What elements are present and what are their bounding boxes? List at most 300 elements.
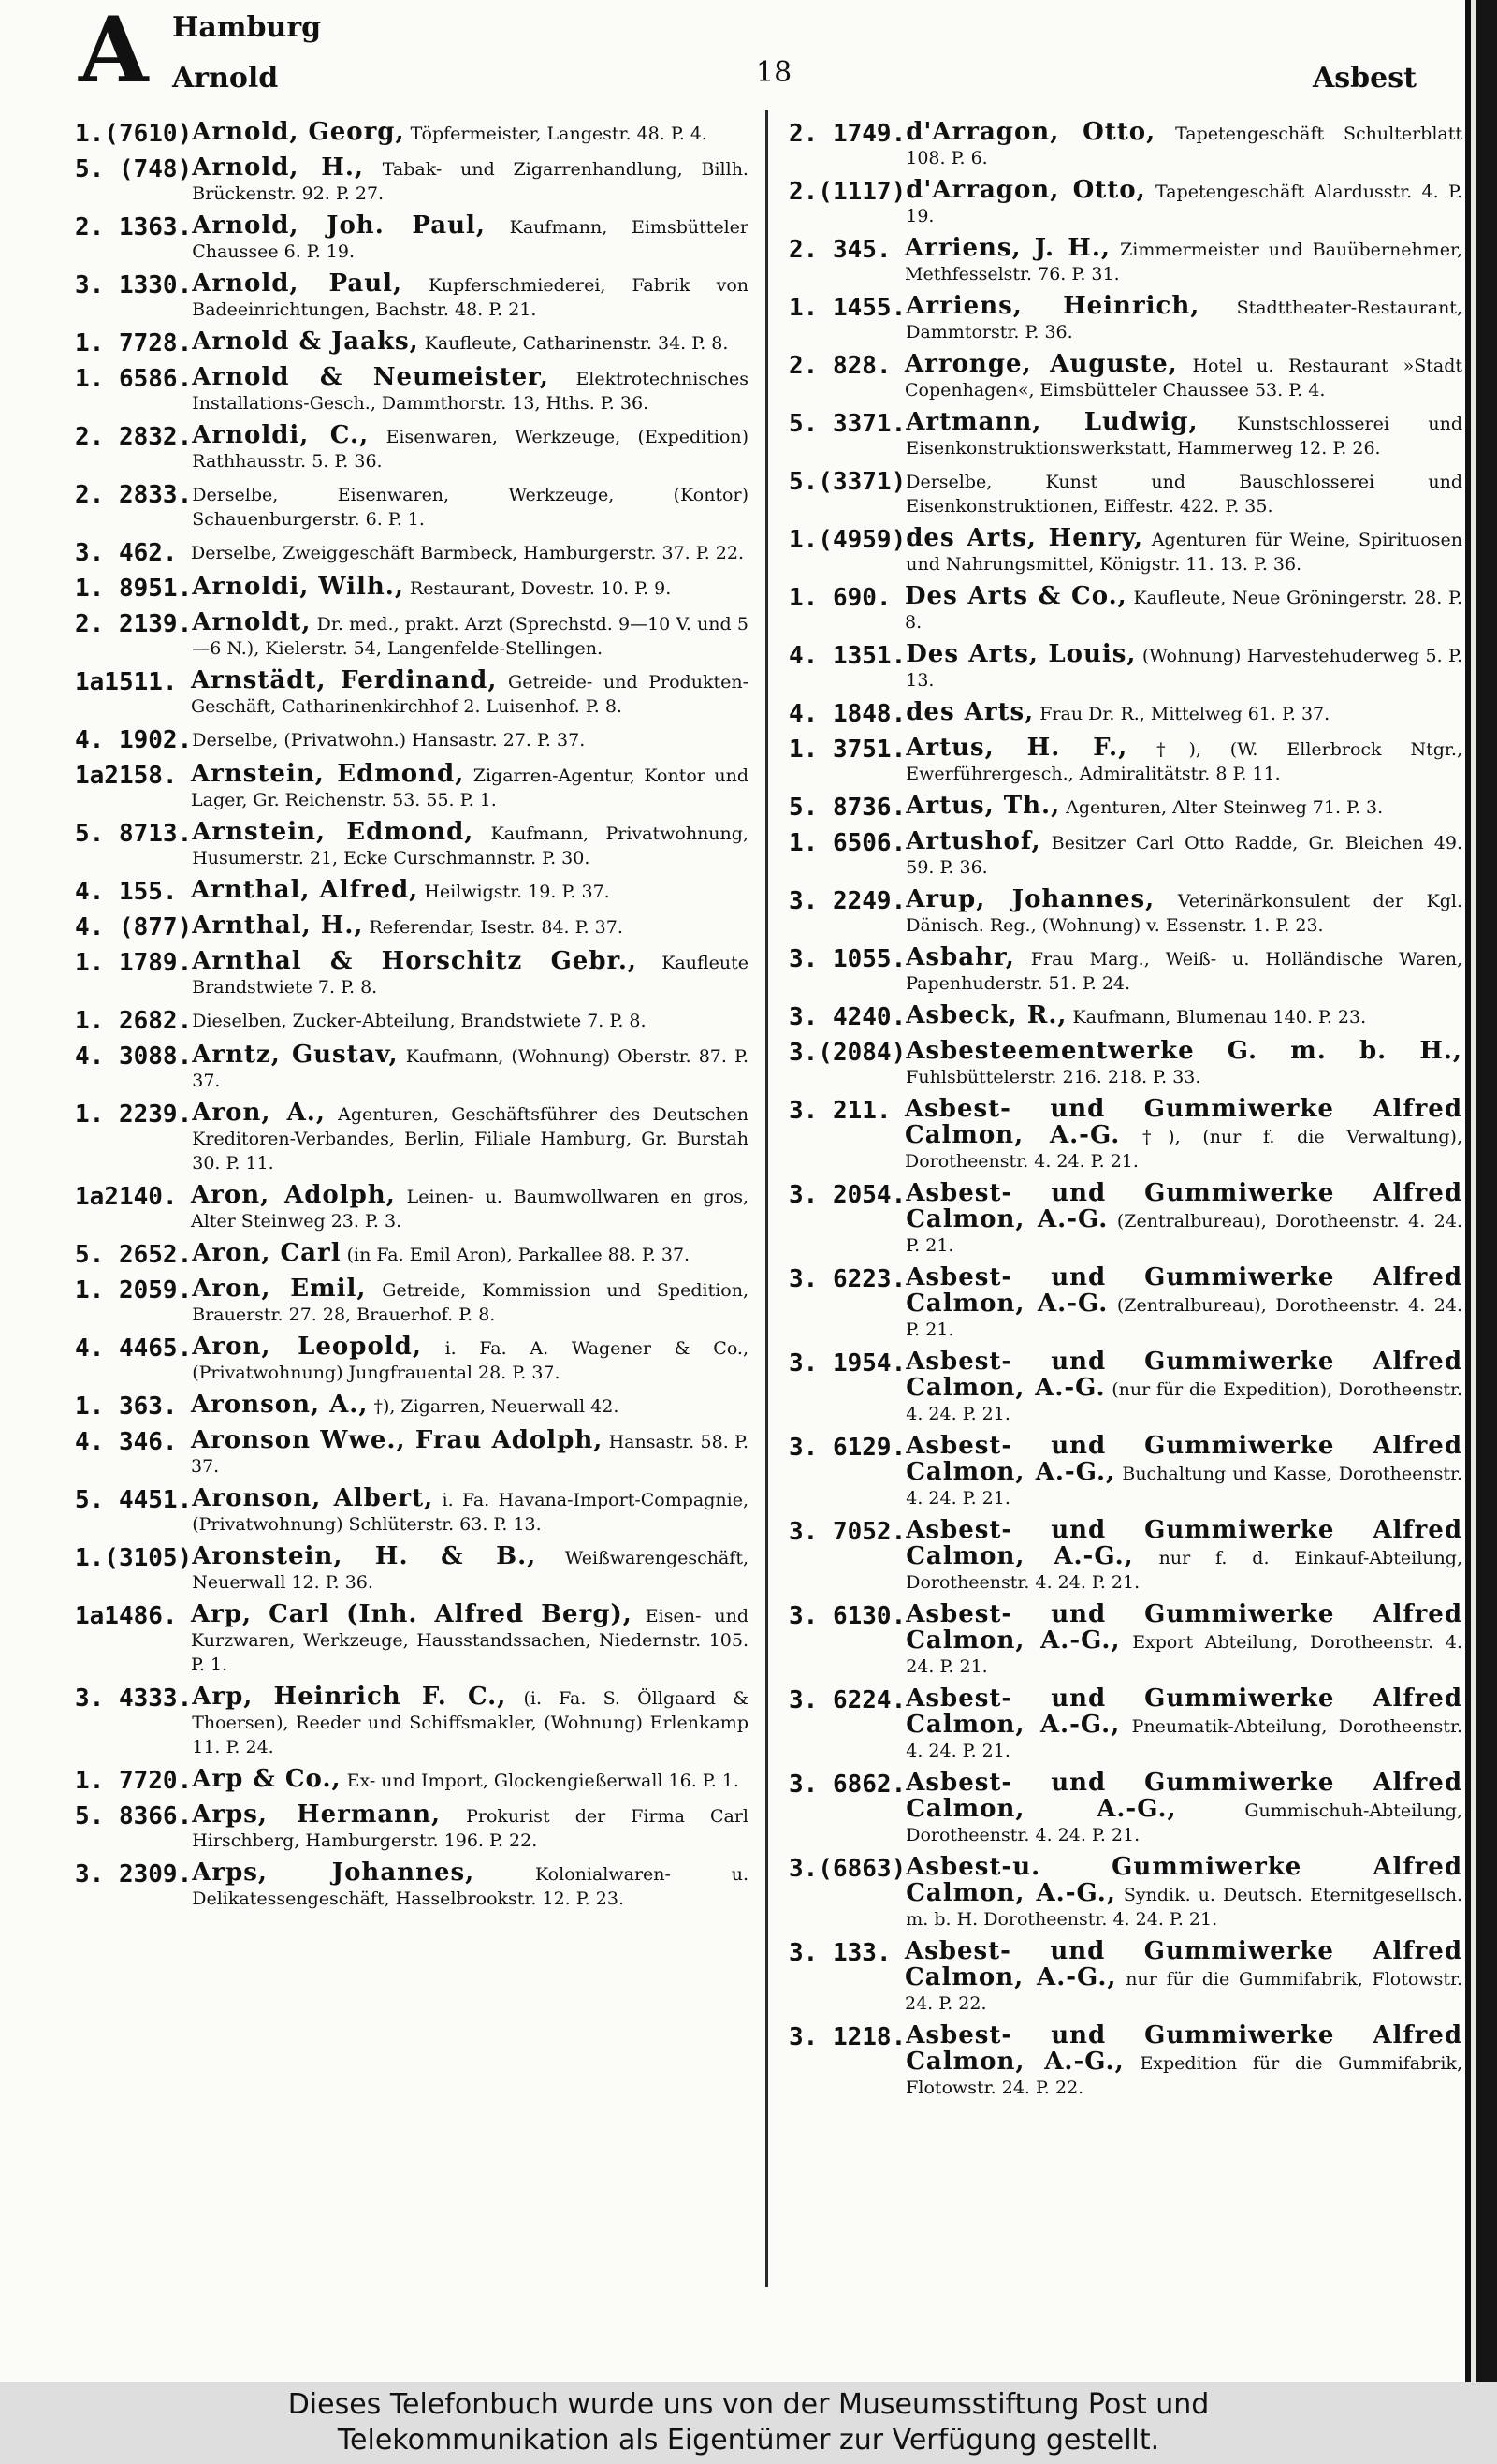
entry-name: Arp & Co., xyxy=(192,1765,342,1793)
entry-name: Artmann, Ludwig, xyxy=(906,408,1199,436)
directory-entry xyxy=(75,329,748,357)
phone-number: 5. 8366. xyxy=(75,1802,193,1830)
directory-entry xyxy=(789,178,1462,228)
entry-text xyxy=(192,1802,748,1853)
entry-text xyxy=(191,668,748,719)
directory-entry xyxy=(75,1544,748,1595)
entry-text xyxy=(906,794,1462,820)
entry-details: Eisenwaren, Werkzeuge, (Expedition) Rathhausstr. 5. P. 36. xyxy=(192,427,748,472)
directory-entry xyxy=(789,468,1462,518)
entry-name: Asbest- und Gummiwerke Alfred Calmon, A.-G. xyxy=(906,1263,1462,1318)
entry-name: Aron, A., xyxy=(192,1099,326,1127)
directory-entry xyxy=(75,1101,748,1175)
entry-details: Heilwigstr. 19. P. 37. xyxy=(424,882,610,902)
directory-entry xyxy=(789,887,1462,938)
phone-number: 3. 4333. xyxy=(75,1684,193,1713)
directory-entry xyxy=(75,913,748,941)
directory-entry xyxy=(75,1767,748,1795)
entry-name: Asbest- und Gummiwerke Alfred Calmon, A.-G., xyxy=(906,2021,1462,2076)
entry-text xyxy=(192,1276,748,1327)
phone-number: 1. 2682. xyxy=(75,1007,193,1035)
phone-number: 1. 1789. xyxy=(75,949,193,977)
entry-details: (Wohnung) Harvestehuderweg 5. P. 13. xyxy=(906,646,1462,691)
entry-name: Arnold, Paul, xyxy=(192,270,403,298)
entry-details: Tapetengeschäft Schulterblatt 108. P. 6. xyxy=(906,124,1462,168)
entry-name: Asbest- und Gummiwerke Alfred Calmon, A.-G., xyxy=(906,1432,1462,1486)
entry-name: Asbest-u. Gummiwerke Alfred Calmon, A.-G., xyxy=(906,1853,1462,1907)
entry-details: Kunstschlosserei und Eisenkonstruktionswerkstatt, Hammerweg 12. P. 26. xyxy=(906,414,1462,459)
footer-note xyxy=(0,2382,1497,2464)
entry-name: Arps, Hermann, xyxy=(192,1801,442,1829)
column-divider xyxy=(765,110,768,2287)
entry-text xyxy=(192,820,748,870)
entry-name: Arnold, H., xyxy=(192,153,364,182)
entry-text xyxy=(906,1039,1462,1089)
entry-details: Hotel u. Restaurant »Stadt Copenhagen«, Eimsbütteler Chaussee 53. P. 4. xyxy=(905,356,1462,401)
phone-number: 3. 1218. xyxy=(789,2023,907,2051)
phone-number: 5.(3371) xyxy=(789,468,907,496)
directory-entry xyxy=(789,1265,1462,1342)
entry-name: Asbest- und Gummiwerke Alfred Calmon, A.-G., xyxy=(906,1516,1462,1570)
phone-number: 2. 2139. xyxy=(75,610,193,638)
entry-details: Tapetengeschäft Alardusstr. 4. P. 19. xyxy=(906,182,1462,226)
entry-name: Artushof, xyxy=(906,827,1041,855)
entry-text xyxy=(906,1771,1462,1847)
entry-text xyxy=(192,1544,748,1595)
entry-details: Dieselben, Zucker-Abteilung, Brandstwiete 7. P. 8. xyxy=(192,1011,647,1031)
entry-name: Asbest- und Gummiwerke Alfred Calmon, A.-G., xyxy=(906,1600,1462,1655)
entry-text xyxy=(192,1684,748,1759)
directory-entry xyxy=(75,365,748,416)
directory-entry xyxy=(75,762,748,812)
entry-details: Kaufmann, Blumenau 140. P. 23. xyxy=(1072,1007,1367,1028)
directory-entry xyxy=(75,610,748,661)
directory-entry xyxy=(75,1602,748,1677)
entry-name: Arronge, Auguste, xyxy=(905,350,1178,378)
entry-text xyxy=(192,1767,748,1793)
phone-number: 3. 2054. xyxy=(789,1181,907,1209)
entry-details: Expedition für die Gummifabrik, Flotowstr. 24. P. 22. xyxy=(906,2053,1462,2098)
directory-entry xyxy=(75,949,748,999)
directory-entry xyxy=(75,1007,748,1035)
entry-text xyxy=(192,575,748,601)
header-first-entry: Arnold xyxy=(172,62,279,95)
phone-number: 1. 2239. xyxy=(75,1101,193,1129)
entry-name: Asbeck, R., xyxy=(906,1001,1068,1029)
entry-name: Arnold & Jaaks, xyxy=(192,328,419,356)
header-last-entry: Asbest xyxy=(1313,62,1417,95)
phone-number: 3. 133. xyxy=(789,1939,892,1967)
directory-entry xyxy=(75,1802,748,1853)
phone-number: 3. 6224. xyxy=(789,1686,907,1714)
entry-name: d'Arragon, Otto, xyxy=(906,118,1156,146)
entry-text xyxy=(191,1428,748,1479)
directory-entry xyxy=(75,1392,748,1421)
entry-details: Elektrotechnisches Installations-Gesch., Dammthorstr. 13, Hths. P. 36. xyxy=(192,369,748,414)
directory-entry xyxy=(75,878,748,906)
phone-number: 4. 155. xyxy=(75,878,178,906)
entry-details: Restaurant, Dovestr. 10. P. 9. xyxy=(409,578,672,599)
entry-name: Arnold & Neumeister, xyxy=(192,363,549,391)
entry-details: Tabak- und Zigarrenhandlung, Billh. Brückenstr. 92. P. 27. xyxy=(192,159,748,204)
entry-text xyxy=(192,1486,748,1537)
entry-details: Fuhlsbüttelerstr. 216. 218. P. 33. xyxy=(906,1067,1201,1087)
entry-details: Kaufmann, Privatwohnung, Husumerstr. 21, Ecke Curschmannstr. P. 30. xyxy=(192,824,748,868)
directory-entry xyxy=(75,539,748,567)
phone-number: 3. 211. xyxy=(789,1097,892,1125)
entry-text xyxy=(905,352,1462,402)
entry-text xyxy=(192,155,748,206)
entry-text xyxy=(906,887,1462,938)
entry-text xyxy=(906,1686,1462,1763)
directory-entry xyxy=(789,1855,1462,1932)
entry-details: Kolonialwaren- u. Delikatessengeschäft, Hasselbrookstr. 12. P. 23. xyxy=(192,1864,748,1909)
entry-details: Kaufmann, Eimsbütteler Chaussee 6. P. 19. xyxy=(192,217,749,262)
phone-number: 2. 2832. xyxy=(75,423,193,451)
phone-number: 1a1486. xyxy=(75,1602,178,1630)
directory-entry xyxy=(789,700,1462,728)
entry-details: (i. Fa. S. Öllgaard & Thoersen), Reeder und Schiffsmakler, (Wohnung) Erlenkamp 11. P. 24. xyxy=(192,1688,748,1757)
phone-number: 1. 3751. xyxy=(789,736,907,764)
entry-details: Derselbe, Zweiggeschäft Barmbeck, Hamburgerstr. 37. P. 22. xyxy=(191,543,744,563)
directory-entry xyxy=(75,423,748,474)
entry-name: Arnold, Joh. Paul, xyxy=(192,211,486,240)
entry-text xyxy=(192,1101,748,1175)
entry-details: Besitzer Carl Otto Radde, Gr. Bleichen 49. 59. P. 36. xyxy=(906,833,1462,878)
entry-text xyxy=(905,1097,1462,1174)
entry-name: Aron, Adolph, xyxy=(191,1181,396,1209)
directory-entry xyxy=(789,236,1462,286)
entry-text xyxy=(906,178,1462,228)
entry-details: Derselbe, Eisenwaren, Werkzeuge, (Kontor) Schauenburgerstr. 6. P. 1. xyxy=(192,485,748,530)
directory-entry xyxy=(75,213,748,264)
phone-number: 3. 462. xyxy=(75,539,178,567)
entry-text xyxy=(192,423,748,474)
directory-entry xyxy=(75,726,748,754)
entry-details: Referendar, Isestr. 84. P. 37. xyxy=(369,917,623,938)
entry-details: Kaufmann, (Wohnung) Oberstr. 87. P. 37. xyxy=(192,1046,748,1091)
directory-entry xyxy=(789,829,1462,880)
phone-number: 1. 363. xyxy=(75,1392,178,1421)
entry-text xyxy=(906,829,1462,880)
entry-text xyxy=(192,1860,748,1911)
entry-details: †), (nur f. die Verwaltung), Dorotheenstr. 4. 24. P. 21. xyxy=(905,1127,1463,1172)
entry-text xyxy=(906,1602,1462,1679)
entry-text xyxy=(191,1183,748,1233)
entry-text xyxy=(192,1007,748,1033)
entry-name: Asbest- und Gummiwerke Alfred Calmon, A.-G., xyxy=(905,1937,1462,1991)
entry-details: Agenturen für Weine, Spirituosen und Nahrungsmittel, Königstr. 11. 13. P. 36. xyxy=(906,530,1462,575)
phone-number: 1. 6586. xyxy=(75,365,193,393)
phone-number: 1. 8951. xyxy=(75,575,193,603)
entry-name: d'Arragon, Otto, xyxy=(906,176,1146,204)
entry-name: des Arts, Henry, xyxy=(906,524,1144,552)
entry-text xyxy=(906,642,1462,693)
entry-name: Asbahr, xyxy=(906,943,1015,971)
section-letter: A xyxy=(79,0,149,103)
entry-details: Veterinärkonsulent der Kgl. Dänisch. Reg., (Wohnung) v. Essenstr. 1. P. 23. xyxy=(906,891,1462,936)
entry-details: Getreide, Kommission und Spedition, Brauerstr. 27. 28, Brauerhof. P. 8. xyxy=(192,1280,748,1325)
phone-number: 5. (748) xyxy=(75,155,193,183)
directory-entry xyxy=(75,1486,748,1537)
entry-name: Asbest- und Gummiwerke Alfred Calmon, A.-G. xyxy=(905,1095,1462,1149)
entry-details: Prokurist der Firma Carl Hirschberg, Hamburgerstr. 196. P. 22. xyxy=(192,1806,748,1851)
directory-entry xyxy=(789,1349,1462,1426)
entry-text xyxy=(192,610,748,661)
phone-number: 4. 1902. xyxy=(75,726,193,754)
entry-details: Stadttheater-Restaurant, Dammtorstr. P. 36. xyxy=(906,298,1462,343)
phone-number: 1a2140. xyxy=(75,1183,178,1211)
directory-entry xyxy=(75,575,748,603)
entry-name: Arnold, Georg, xyxy=(192,118,405,146)
phone-number: 3. 6862. xyxy=(789,1771,907,1799)
entry-name: Asbest- und Gummiwerke Alfred Calmon, A.-G., xyxy=(906,1769,1462,1823)
entry-text xyxy=(906,1003,1462,1029)
entry-details: Zigarren-Agentur, Kontor und Lager, Gr. Reichenstr. 53. 55. P. 1. xyxy=(191,765,748,810)
phone-number: 4. 4465. xyxy=(75,1334,193,1363)
phone-number: 1a1511. xyxy=(75,668,178,696)
entry-text xyxy=(192,726,748,752)
directory-entry xyxy=(75,1334,748,1385)
entry-name: Arp, Heinrich F. C., xyxy=(192,1683,507,1711)
entry-name: Arnthal, Alfred, xyxy=(191,876,419,904)
entry-text xyxy=(191,539,748,565)
directory-entry xyxy=(789,1181,1462,1258)
directory-entry xyxy=(789,945,1462,996)
phone-number: 4. 1848. xyxy=(789,700,907,728)
entry-name: Arp, Carl (Inh. Alfred Berg), xyxy=(191,1600,632,1628)
entry-details: Agenturen, Geschäftsführer des Deutschen Kreditoren-Verbandes, Berlin, Filiale Hamburg, Gr. Burstah 30. P. 11. xyxy=(192,1104,748,1174)
entry-text xyxy=(191,1392,748,1419)
directory-entry xyxy=(789,1097,1462,1174)
entry-text xyxy=(906,1265,1462,1342)
phone-number: 5. 3371. xyxy=(789,410,907,438)
entry-name: Arnstädt, Ferdinand, xyxy=(191,666,498,694)
phone-number: 1. 2059. xyxy=(75,1276,193,1305)
directory-entry xyxy=(789,1039,1462,1089)
phone-number: 5. 8736. xyxy=(789,794,907,822)
directory-entry xyxy=(75,1241,748,1269)
entry-details: (nur für die Expedition), Dorotheenstr. 4. 24. P. 21. xyxy=(906,1379,1462,1424)
directory-entry xyxy=(75,820,748,870)
directory-entry xyxy=(789,1939,1462,2016)
entry-text xyxy=(906,526,1462,576)
entry-text xyxy=(192,1241,748,1267)
entry-details: Zimmermeister und Bauübernehmer, Methfesselstr. 76. P. 31. xyxy=(905,240,1462,284)
entry-details: †), Zigarren, Neuerwall 42. xyxy=(373,1396,619,1417)
directory-entry xyxy=(789,1771,1462,1847)
entry-name: Aron, Carl xyxy=(192,1239,342,1267)
entry-name: Arnthal, H., xyxy=(192,911,364,940)
phone-number: 3. 1954. xyxy=(789,1349,907,1378)
entry-name: Asbesteementwerke G. m. b. H., xyxy=(906,1037,1462,1065)
entry-details: Getreide- und Produkten-Geschäft, Catharinenkirchhof 2. Luisenhof. P. 8. xyxy=(191,672,749,717)
footer-line-1: Dieses Telefonbuch wurde uns von der Museumsstiftung Post und xyxy=(287,2388,1210,2421)
phone-number: 5. 4451. xyxy=(75,1486,193,1514)
phone-number: 3. 1055. xyxy=(789,945,907,973)
entry-details: (Zentralbureau), Dorotheenstr. 4. 24. P. 21. xyxy=(906,1211,1462,1256)
entry-text xyxy=(192,481,748,532)
entry-text xyxy=(192,271,748,322)
entry-details: Syndik. u. Deutsch. Eternitgesellsch. m. b. H. Dorotheenstr. 4. 24. P. 21. xyxy=(906,1885,1462,1930)
entry-name: Aronson Wwe., Frau Adolph, xyxy=(191,1426,603,1454)
entry-details: Frau Marg., Weiß- u. Holländische Waren, Papenhuderstr. 51. P. 24. xyxy=(906,949,1462,994)
entry-text xyxy=(192,365,748,416)
entry-name: Arup, Johannes, xyxy=(906,885,1155,913)
entry-details: Ex- und Import, Glockengießerwall 16. P. 1. xyxy=(346,1771,739,1791)
entry-details: Export Abteilung, Dorotheenstr. 4. 24. P. 21. xyxy=(906,1632,1462,1677)
directory-entry xyxy=(75,1860,748,1911)
entry-details: Pneumatik-Abteilung, Dorotheenstr. 4. 24. P. 21. xyxy=(906,1716,1462,1761)
entry-text xyxy=(905,584,1462,634)
phone-number: 1. 6506. xyxy=(789,829,907,857)
entry-details: Frau Dr. R., Mittelweg 61. P. 37. xyxy=(1039,704,1330,724)
entry-text xyxy=(192,1334,748,1385)
phone-number: 1. 7720. xyxy=(75,1767,193,1795)
entry-text xyxy=(906,294,1462,344)
phone-number: 3. 6129. xyxy=(789,1434,907,1462)
entry-details: Weißwarengeschäft, Neuerwall 12. P. 36. xyxy=(192,1548,749,1593)
entry-text xyxy=(906,1349,1462,1426)
phone-number: 3. 6130. xyxy=(789,1602,907,1630)
directory-entry xyxy=(789,410,1462,460)
directory-entry xyxy=(75,120,748,148)
directory-entry xyxy=(789,526,1462,576)
right-column xyxy=(789,120,1462,2107)
phone-number: 4. 3088. xyxy=(75,1042,193,1071)
entry-details: Kaufleute Brandstwiete 7. P. 8. xyxy=(192,953,749,998)
entry-name: Aron, Leopold, xyxy=(192,1333,422,1361)
entry-details: Gummischuh-Abteilung, Dorotheenstr. 4. 24. P. 21. xyxy=(906,1801,1462,1845)
entry-name: Aronstein, H. & B., xyxy=(192,1542,537,1570)
phone-number: 4. 1351. xyxy=(789,642,907,670)
entry-details: Leinen- u. Baumwollwaren en gros, Alter Steinweg 23. P. 3. xyxy=(191,1187,748,1232)
entry-name: Asbest- und Gummiwerke Alfred Calmon, A.-G. xyxy=(906,1179,1462,1233)
directory-entry xyxy=(789,120,1462,170)
phone-number: 3. 6223. xyxy=(789,1265,907,1293)
entry-text xyxy=(905,1939,1462,2016)
phone-number: 3. 7052. xyxy=(789,1518,907,1546)
entry-text xyxy=(192,213,748,264)
entry-name: Aronson, A., xyxy=(191,1391,369,1419)
directory-entry xyxy=(75,1428,748,1479)
entry-text xyxy=(906,120,1462,170)
entry-details: Eisen- und Kurzwaren, Werkzeuge, Hausstandssachen, Niedernstr. 105. P. 1. xyxy=(191,1606,748,1675)
left-column xyxy=(75,120,748,1918)
entry-text xyxy=(192,949,748,999)
directory-entry xyxy=(789,1434,1462,1510)
directory-entry xyxy=(789,294,1462,344)
entry-text xyxy=(906,2023,1462,2100)
phone-number: 2. 1749. xyxy=(789,120,907,148)
entry-details: Derselbe, (Privatwohn.) Hansastr. 27. P. 37. xyxy=(192,730,586,751)
entry-name: Arnoldi, C., xyxy=(192,421,370,449)
entry-name: Des Arts & Co., xyxy=(905,582,1127,610)
entry-text xyxy=(191,762,748,812)
entry-details: Kaufleute, Catharinenstr. 34. P. 8. xyxy=(424,333,729,354)
entry-details: (in Fa. Emil Aron), Parkallee 88. P. 37. xyxy=(346,1245,690,1265)
phone-number: 3. 2309. xyxy=(75,1860,193,1888)
phone-number: 1. 7728. xyxy=(75,329,193,357)
phone-number: 4. (877) xyxy=(75,913,193,941)
phone-number: 3. 2249. xyxy=(789,887,907,915)
entry-text xyxy=(906,1518,1462,1595)
phone-number: 4. 346. xyxy=(75,1428,178,1456)
phone-number: 5. 2652. xyxy=(75,1241,193,1269)
phone-number: 1. 690. xyxy=(789,584,892,612)
entry-text xyxy=(906,410,1462,460)
entry-details: Hansastr. 58. P. 37. xyxy=(191,1432,748,1477)
directory-entry xyxy=(789,1686,1462,1763)
entry-text xyxy=(191,878,748,904)
entry-name: Aron, Emil, xyxy=(192,1275,367,1303)
entry-name: Arnoldt, xyxy=(192,608,312,636)
directory-entry xyxy=(789,584,1462,634)
entry-details: †), (W. Ellerbrock Ntgr., Ewerführergesch., Admiralitätstr. 8 P. 11. xyxy=(906,739,1462,784)
header-city: Hamburg xyxy=(172,11,322,44)
entry-name: Arps, Johannes, xyxy=(192,1859,475,1887)
directory-entry xyxy=(789,1003,1462,1031)
entry-text xyxy=(906,1434,1462,1510)
phone-number: 1.(7610) xyxy=(75,120,193,148)
entry-text xyxy=(906,468,1462,518)
entry-name: Arnstein, Edmond, xyxy=(192,818,474,846)
entry-details: (Zentralbureau), Dorotheenstr. 4. 24. P. 21. xyxy=(906,1295,1462,1340)
entry-text xyxy=(906,1855,1462,1932)
entry-name: Arriens, Heinrich, xyxy=(906,292,1200,320)
phone-number: 2.(1117) xyxy=(789,178,907,206)
phone-number: 1.(3105) xyxy=(75,1544,193,1572)
directory-entry xyxy=(789,1602,1462,1679)
entry-details: Derselbe, Kunst und Bauschlosserei und Eisenkonstruktionen, Eiffestr. 422. P. 35. xyxy=(906,472,1462,517)
entry-name: des Arts, xyxy=(906,698,1035,726)
entry-details: i. Fa. Havana-Import-Compagnie, (Privatwohnung) Schlüterstr. 63. P. 13. xyxy=(192,1490,749,1535)
directory-entry xyxy=(75,481,748,532)
entry-name: Arnthal & Horschitz Gebr., xyxy=(192,947,637,975)
entry-text xyxy=(192,1042,748,1093)
entry-text xyxy=(906,736,1462,786)
directory-entry xyxy=(789,1518,1462,1595)
footer-line-2: Telekommunikation als Eigentümer zur Verfügung gestellt. xyxy=(337,2424,1160,2457)
entry-text xyxy=(192,913,748,940)
entry-details: Töpfermeister, Langestr. 48. P. 4. xyxy=(410,124,707,144)
entry-details: Kaufleute, Neue Gröningerstr. 28. P. 8. xyxy=(905,588,1463,633)
entry-details: nur f. d. Einkauf-Abteilung, Dorotheenstr. 4. 24. P. 21. xyxy=(906,1548,1462,1593)
entry-text xyxy=(906,700,1462,726)
entry-name: Artus, Th., xyxy=(906,792,1061,820)
directory-entry xyxy=(75,1042,748,1093)
directory-entry xyxy=(75,271,748,322)
directory-entry xyxy=(75,155,748,206)
entry-name: Asbest- und Gummiwerke Alfred Calmon, A.-G. xyxy=(906,1348,1462,1402)
directory-entry xyxy=(789,352,1462,402)
directory-entry xyxy=(75,1183,748,1233)
entry-details: Dr. med., prakt. Arzt (Sprechstd. 9—10 V. und 5—6 N.), Kielerstr. 54, Langenfelde-Stellingen. xyxy=(192,614,748,659)
entry-name: Arriens, J. H., xyxy=(905,234,1111,262)
entry-details: i. Fa. A. Wagener & Co., (Privatwohnung) Jungfrauental 28. P. 37. xyxy=(192,1338,749,1383)
directory-entry xyxy=(75,1276,748,1327)
entry-text xyxy=(905,236,1462,286)
phone-number: 3.(2084) xyxy=(789,1039,907,1067)
entry-name: Artus, H. F., xyxy=(906,734,1128,762)
entry-text xyxy=(191,1602,748,1677)
phone-number: 3. 1330. xyxy=(75,271,193,299)
directory-entry xyxy=(789,794,1462,822)
entry-name: Aronson, Albert, xyxy=(192,1484,434,1512)
phone-number: 1.(4959) xyxy=(789,526,907,554)
page-number: 18 xyxy=(756,56,792,89)
phone-number: 2. 345. xyxy=(789,236,892,264)
